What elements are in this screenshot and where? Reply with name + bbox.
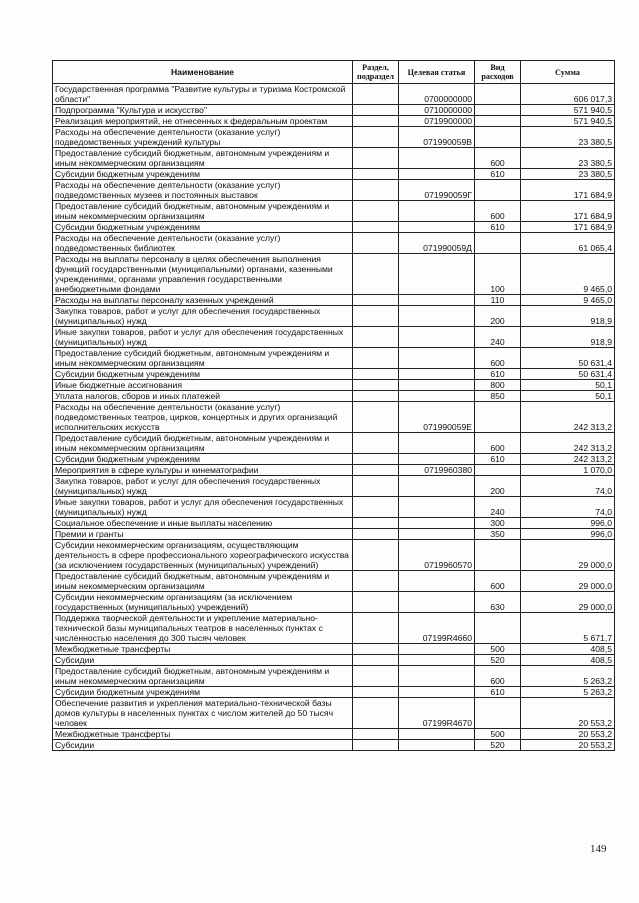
cell-sum: 61 065,4: [521, 233, 615, 254]
cell-type: 520: [475, 740, 521, 751]
cell-code: [399, 327, 475, 348]
budget-table: [52, 60, 615, 751]
cell-code: [399, 391, 475, 402]
cell-section: [353, 433, 399, 454]
cell-code: 071990059В: [399, 127, 475, 148]
cell-code: 07199R4670: [399, 698, 475, 729]
cell-type: 850: [475, 391, 521, 402]
table-row: [53, 698, 615, 729]
cell-type: 350: [475, 529, 521, 540]
cell-code: 0719900000: [399, 116, 475, 127]
cell-code: [399, 380, 475, 391]
cell-section: [353, 369, 399, 380]
cell-section: [353, 476, 399, 497]
header-type: Вид расходов: [475, 61, 521, 84]
cell-type: 110: [475, 295, 521, 306]
cell-name: Расходы на обеспечение деятельности (оказание услуг) подведомственных библиотек: [53, 233, 353, 254]
cell-sum: 571 940,5: [521, 105, 615, 116]
cell-section: [353, 254, 399, 295]
table-row: [53, 295, 615, 306]
cell-type: 600: [475, 666, 521, 687]
cell-name: Субсидии бюджетным учреждениям: [53, 369, 353, 380]
table-row: [53, 518, 615, 529]
cell-code: [399, 592, 475, 613]
cell-code: [399, 571, 475, 592]
table-row: [53, 497, 615, 518]
table-row: [53, 84, 615, 105]
cell-type: 610: [475, 369, 521, 380]
cell-name: Государственная программа "Развитие культуры и туризма Костромской области": [53, 84, 353, 105]
cell-code: [399, 306, 475, 327]
cell-code: [399, 644, 475, 655]
table-row: [53, 201, 615, 222]
cell-sum: 9 465,0: [521, 254, 615, 295]
cell-code: [399, 369, 475, 380]
table-body: [53, 84, 615, 751]
cell-code: [399, 254, 475, 295]
cell-sum: 408,5: [521, 655, 615, 666]
cell-section: [353, 465, 399, 476]
cell-sum: 74,0: [521, 497, 615, 518]
table-row: [53, 391, 615, 402]
cell-section: [353, 116, 399, 127]
table-row: [53, 254, 615, 295]
cell-type: 520: [475, 655, 521, 666]
cell-name: Расходы на выплаты персоналу казенных учреждений: [53, 295, 353, 306]
cell-type: 500: [475, 644, 521, 655]
cell-section: [353, 306, 399, 327]
cell-name: Социальное обеспечение и иные выплаты населению: [53, 518, 353, 529]
table-row: [53, 529, 615, 540]
cell-name: Предоставление субсидий бюджетным, автономным учреждениям и иным некоммерческим организациям: [53, 201, 353, 222]
cell-code: 071990059Г: [399, 180, 475, 201]
header-sum: Сумма: [521, 61, 615, 84]
cell-section: [353, 105, 399, 116]
cell-sum: 918,9: [521, 306, 615, 327]
cell-sum: 23 380,5: [521, 148, 615, 169]
cell-sum: 242 313,2: [521, 433, 615, 454]
cell-section: [353, 402, 399, 433]
cell-name: Реализация мероприятий, не отнесенных к федеральным проектам: [53, 116, 353, 127]
cell-name: Предоставление субсидий бюджетным, автономным учреждениям и иным некоммерческим организациям: [53, 348, 353, 369]
cell-name: Субсидии некоммерческим организациям, осуществляющим деятельность в сфере профессионального хореографического искусства (за исключением государственных (муниципальных) учреждений): [53, 540, 353, 571]
cell-name: Субсидии: [53, 740, 353, 751]
cell-sum: 29 000,0: [521, 571, 615, 592]
cell-section: [353, 529, 399, 540]
table-row: [53, 127, 615, 148]
cell-code: [399, 687, 475, 698]
cell-sum: 171 684,9: [521, 222, 615, 233]
header-name: Наименование: [53, 61, 353, 84]
cell-name: Уплата налогов, сборов и иных платежей: [53, 391, 353, 402]
cell-type: 300: [475, 518, 521, 529]
cell-sum: 29 000,0: [521, 592, 615, 613]
cell-sum: 242 313,2: [521, 454, 615, 465]
cell-sum: 23 380,5: [521, 127, 615, 148]
cell-name: Мероприятия в сфере культуры и кинематографии: [53, 465, 353, 476]
cell-name: Закупка товаров, работ и услуг для обеспечения государственных (муниципальных) нужд: [53, 476, 353, 497]
cell-sum: 996,0: [521, 518, 615, 529]
cell-type: [475, 116, 521, 127]
cell-code: [399, 148, 475, 169]
cell-sum: 50,1: [521, 380, 615, 391]
table-row: [53, 306, 615, 327]
cell-sum: 20 553,2: [521, 740, 615, 751]
cell-code: 0700000000: [399, 84, 475, 105]
cell-section: [353, 644, 399, 655]
cell-section: [353, 592, 399, 613]
cell-name: Закупка товаров, работ и услуг для обеспечения государственных (муниципальных) нужд: [53, 306, 353, 327]
cell-sum: 29 000,0: [521, 540, 615, 571]
table-row: [53, 666, 615, 687]
cell-sum: 20 553,2: [521, 729, 615, 740]
table-row: [53, 327, 615, 348]
cell-type: [475, 105, 521, 116]
cell-sum: 9 465,0: [521, 295, 615, 306]
cell-name: Иные закупки товаров, работ и услуг для обеспечения государственных (муниципальных) нужд: [53, 497, 353, 518]
cell-sum: 5 671,7: [521, 613, 615, 644]
cell-section: [353, 454, 399, 465]
cell-type: 100: [475, 254, 521, 295]
cell-section: [353, 380, 399, 391]
cell-code: [399, 729, 475, 740]
cell-code: 0710000000: [399, 105, 475, 116]
table-row: [53, 380, 615, 391]
header-code: Целевая статья: [399, 61, 475, 84]
cell-name: Субсидии бюджетным учреждениям: [53, 169, 353, 180]
cell-name: Субсидии бюджетным учреждениям: [53, 454, 353, 465]
table-row: [53, 592, 615, 613]
table-row: [53, 655, 615, 666]
cell-type: 600: [475, 433, 521, 454]
cell-type: [475, 180, 521, 201]
cell-name: Предоставление субсидий бюджетным, автономным учреждениям и иным некоммерческим организациям: [53, 148, 353, 169]
cell-name: Предоставление субсидий бюджетным, автономным учреждениям и иным некоммерческим организациям: [53, 433, 353, 454]
cell-section: [353, 391, 399, 402]
cell-code: [399, 476, 475, 497]
table-row: [53, 687, 615, 698]
cell-name: Расходы на обеспечение деятельности (оказание услуг) подведомственных учреждений культуры: [53, 127, 353, 148]
table-row: [53, 740, 615, 751]
cell-name: Иные закупки товаров, работ и услуг для обеспечения государственных (муниципальных) нужд: [53, 327, 353, 348]
table-row: [53, 644, 615, 655]
cell-name: Подпрограмма "Культура и искусство": [53, 105, 353, 116]
cell-name: Обеспечение развития и укрепления материально-технической базы домов культуры в населенных пунктах с числом жителей до 50 тысяч человек: [53, 698, 353, 729]
cell-type: [475, 613, 521, 644]
cell-section: [353, 295, 399, 306]
cell-name: Поддержка творческой деятельности и укрепление материально-технической базы муниципальных театров в населенных пунктах с численностью населения до 300 тысяч человек: [53, 613, 353, 644]
cell-section: [353, 497, 399, 518]
cell-type: [475, 84, 521, 105]
cell-sum: 571 940,5: [521, 116, 615, 127]
cell-sum: 50 631,4: [521, 348, 615, 369]
cell-code: 071990059Д: [399, 233, 475, 254]
cell-section: [353, 84, 399, 105]
cell-name: Субсидии некоммерческим организациям (за исключением государственных (муниципальных) учреждений): [53, 592, 353, 613]
cell-type: [475, 233, 521, 254]
cell-sum: 1 070,0: [521, 465, 615, 476]
cell-type: 600: [475, 571, 521, 592]
table-row: [53, 465, 615, 476]
cell-code: [399, 433, 475, 454]
cell-type: [475, 698, 521, 729]
cell-type: 610: [475, 687, 521, 698]
cell-code: 07199R4660: [399, 613, 475, 644]
cell-code: 071990059Е: [399, 402, 475, 433]
cell-type: 610: [475, 454, 521, 465]
cell-section: [353, 148, 399, 169]
cell-type: [475, 540, 521, 571]
cell-code: [399, 454, 475, 465]
cell-code: [399, 348, 475, 369]
table-row: [53, 233, 615, 254]
cell-code: [399, 295, 475, 306]
cell-type: 240: [475, 497, 521, 518]
cell-section: [353, 201, 399, 222]
cell-code: [399, 529, 475, 540]
cell-type: 610: [475, 169, 521, 180]
cell-name: Субсидии: [53, 655, 353, 666]
cell-sum: 50 631,4: [521, 369, 615, 380]
cell-type: 500: [475, 729, 521, 740]
cell-code: [399, 497, 475, 518]
cell-sum: 918,9: [521, 327, 615, 348]
cell-sum: 23 380,5: [521, 169, 615, 180]
cell-sum: 242 313,2: [521, 402, 615, 433]
cell-type: 610: [475, 222, 521, 233]
cell-name: Субсидии бюджетным учреждениям: [53, 687, 353, 698]
header-section: Раздел, подраздел: [353, 61, 399, 84]
cell-code: [399, 201, 475, 222]
cell-section: [353, 348, 399, 369]
cell-sum: 20 553,2: [521, 698, 615, 729]
cell-section: [353, 687, 399, 698]
cell-section: [353, 729, 399, 740]
table-row: [53, 571, 615, 592]
cell-code: [399, 222, 475, 233]
cell-section: [353, 180, 399, 201]
cell-sum: 74,0: [521, 476, 615, 497]
cell-section: [353, 127, 399, 148]
cell-name: Межбюджетные трансферты: [53, 644, 353, 655]
cell-name: Расходы на выплаты персоналу в целях обеспечения выполнения функций государственными (муниципальными) органами, казенными учреждениями, органами управления государственными внебюджетными фондами: [53, 254, 353, 295]
cell-name: Расходы на обеспечение деятельности (оказание услуг) подведомственных театров, цирков, концертных и других организаций исполнительских искусств: [53, 402, 353, 433]
table-row: [53, 116, 615, 127]
cell-code: [399, 666, 475, 687]
cell-code: [399, 169, 475, 180]
cell-sum: 408,5: [521, 644, 615, 655]
cell-code: [399, 518, 475, 529]
table-row: [53, 148, 615, 169]
cell-section: [353, 666, 399, 687]
cell-sum: 171 684,9: [521, 201, 615, 222]
cell-section: [353, 233, 399, 254]
table-row: [53, 433, 615, 454]
cell-type: 630: [475, 592, 521, 613]
cell-sum: 606 017,3: [521, 84, 615, 105]
cell-type: 200: [475, 476, 521, 497]
cell-code: 0719960380: [399, 465, 475, 476]
cell-section: [353, 571, 399, 592]
cell-code: 0719960570: [399, 540, 475, 571]
cell-sum: 996,0: [521, 529, 615, 540]
table-row: [53, 369, 615, 380]
cell-name: Иные бюджетные ассигнования: [53, 380, 353, 391]
cell-section: [353, 222, 399, 233]
cell-type: 240: [475, 327, 521, 348]
cell-section: [353, 740, 399, 751]
page-number: 149: [590, 843, 607, 855]
cell-name: Премии и гранты: [53, 529, 353, 540]
table-row: [53, 180, 615, 201]
cell-name: Межбюджетные трансферты: [53, 729, 353, 740]
table-row: [53, 454, 615, 465]
cell-type: 600: [475, 348, 521, 369]
cell-type: 600: [475, 201, 521, 222]
cell-name: Расходы на обеспечение деятельности (оказание услуг) подведомственных музеев и постоянных выставок: [53, 180, 353, 201]
cell-type: 600: [475, 148, 521, 169]
table-row: [53, 348, 615, 369]
table-row: [53, 105, 615, 116]
table-row: [53, 613, 615, 644]
cell-type: 800: [475, 380, 521, 391]
table-row: [53, 476, 615, 497]
cell-code: [399, 740, 475, 751]
cell-type: [475, 465, 521, 476]
cell-section: [353, 327, 399, 348]
cell-sum: 5 263,2: [521, 666, 615, 687]
cell-type: [475, 127, 521, 148]
cell-sum: 50,1: [521, 391, 615, 402]
cell-sum: 5 263,2: [521, 687, 615, 698]
cell-name: Предоставление субсидий бюджетным, автономным учреждениям и иным некоммерческим организациям: [53, 571, 353, 592]
table-row: [53, 729, 615, 740]
cell-name: Субсидии бюджетным учреждениям: [53, 222, 353, 233]
cell-name: Предоставление субсидий бюджетным, автономным учреждениям и иным некоммерческим организациям: [53, 666, 353, 687]
cell-type: 200: [475, 306, 521, 327]
table-row: [53, 222, 615, 233]
table-row: [53, 402, 615, 433]
table-row: [53, 540, 615, 571]
cell-section: [353, 698, 399, 729]
cell-code: [399, 655, 475, 666]
table-row: [53, 169, 615, 180]
table-header-row: [53, 61, 615, 84]
cell-section: [353, 540, 399, 571]
cell-section: [353, 169, 399, 180]
cell-sum: 171 684,9: [521, 180, 615, 201]
cell-section: [353, 518, 399, 529]
cell-section: [353, 655, 399, 666]
cell-type: [475, 402, 521, 433]
cell-section: [353, 613, 399, 644]
